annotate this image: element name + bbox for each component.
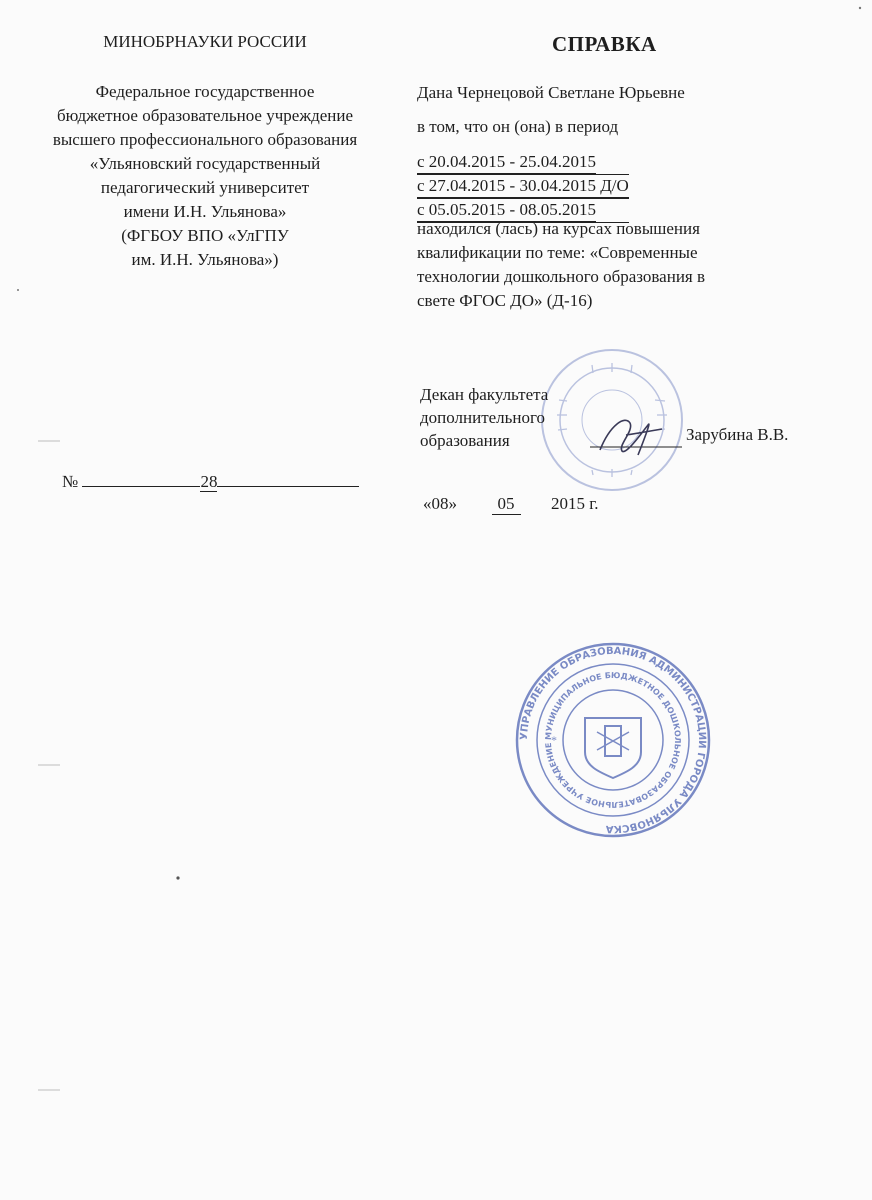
course-description: [417, 217, 705, 313]
position-line: дополнительного: [420, 408, 546, 427]
period-item: с 20.04.2015 - 25.04.2015: [417, 151, 596, 174]
date-month: 05: [492, 494, 521, 515]
course-line: находился (лась) на курсах повышения: [417, 219, 700, 238]
handwritten-signature: [530, 405, 690, 465]
number-blank: [82, 468, 200, 487]
institution-line: «Ульяновский государственный: [89, 154, 321, 173]
period-item: с 05.05.2015 - 08.05.2015: [417, 199, 596, 222]
number-label: №: [62, 472, 79, 491]
course-line: свете ФГОС ДО» (Д-16): [417, 291, 593, 310]
course-line: технологии дошкольного образования в: [417, 267, 706, 286]
institution-line: высшего профессионального образования: [52, 130, 358, 149]
period-list: [417, 151, 629, 223]
document-number: [62, 468, 359, 492]
ministry-name: МИНОБРНАУКИ РОССИИ: [103, 32, 307, 51]
date-day: «08»: [423, 494, 457, 513]
institution-line: Федеральное государственное: [95, 82, 315, 101]
svg-text:УПРАВЛЕНИЕ ОБРАЗОВАНИЯ АДМИНИС: УПРАВЛЕНИЕ ОБРАЗОВАНИЯ АДМИНИСТРАЦИИ ГОРОДА УЛЬЯНОВСКА: [518, 645, 708, 835]
issued-to: Дана Чернецовой Светлане Юрьевне: [417, 83, 685, 102]
institution-line: им. И.Н. Ульянова»): [131, 250, 279, 269]
signer-name: Зарубина В.В.: [686, 425, 789, 444]
kindergarten-stamp: [513, 640, 713, 840]
number-value: 28: [200, 472, 218, 491]
issue-date: [423, 494, 599, 515]
svg-text:*: *: [551, 733, 557, 747]
institution-line: бюджетное образовательное учреждение: [56, 106, 354, 125]
period-item: с 27.04.2015 - 30.04.2015 Д/О: [417, 175, 629, 198]
institution-line: педагогический университет: [100, 178, 310, 197]
institution-line: (ФГБОУ ВПО «УлГПУ: [121, 226, 289, 245]
institution-name: [0, 80, 410, 272]
course-line: квалификации по теме: «Современные: [417, 243, 698, 262]
svg-text:МУНИЦИПАЛЬНОЕ БЮДЖЕТНОЕ ДОШКОЛ: МУНИЦИПАЛЬНОЕ БЮДЖЕТНОЕ ДОШКОЛЬНОЕ ОБРАЗОВАТЕЛЬНОЕ УЧРЕЖДЕНИЕ: [543, 670, 683, 810]
period-intro: в том, что он (она) в период: [417, 117, 619, 136]
position-line: Декан факультета: [420, 385, 549, 404]
date-year: 2015 г.: [551, 494, 599, 513]
document-title: СПРАВКА: [552, 32, 657, 56]
number-blank: [217, 468, 359, 487]
position-line: образования: [420, 431, 510, 450]
institution-line: имени И.Н. Ульянова»: [123, 202, 287, 221]
